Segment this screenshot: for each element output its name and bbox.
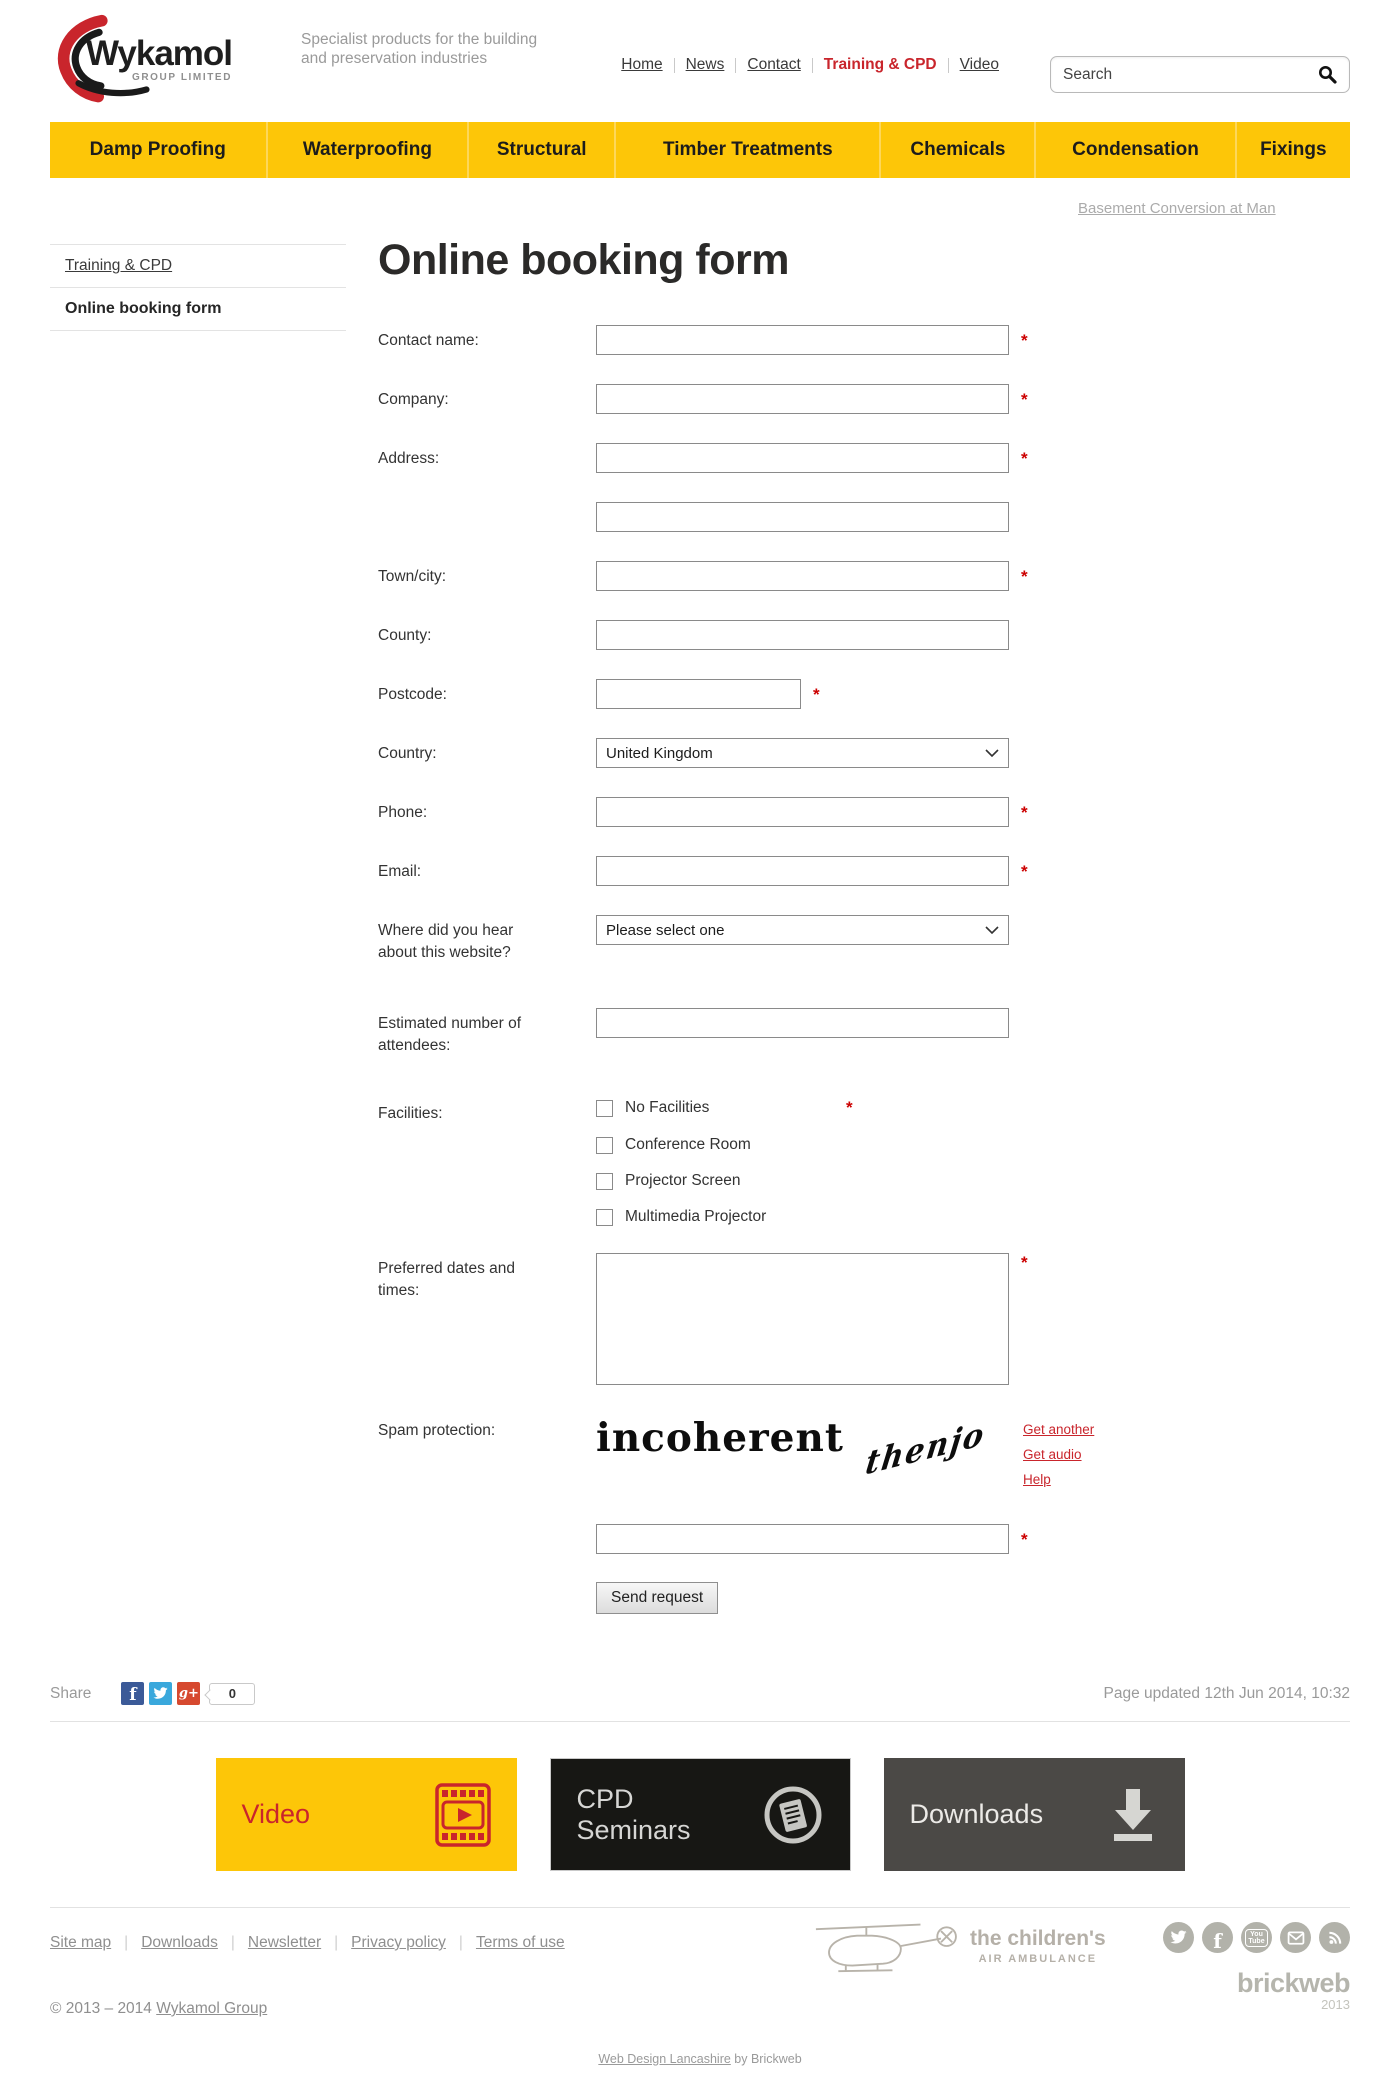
nav-divider xyxy=(674,58,675,73)
facebook-share-icon[interactable]: f xyxy=(121,1682,144,1705)
multimedia-projector-label: Multimedia Projector xyxy=(625,1208,767,1225)
attendees-label: Estimated number of attendees: xyxy=(378,1015,522,1054)
brickweb-name: brickweb xyxy=(1236,1968,1350,1998)
captcha-links xyxy=(1023,1415,1094,1492)
video-banner-button[interactable] xyxy=(216,1758,517,1871)
county-label: County: xyxy=(378,627,432,644)
footer-link-privacy-policy[interactable]: Privacy policy xyxy=(351,1934,446,1951)
download-arrow-icon xyxy=(1107,1786,1159,1844)
country-select[interactable] xyxy=(596,738,1009,768)
footer-divider: | xyxy=(230,1934,235,1951)
sidebar-link-training-cpd[interactable]: Training & CPD xyxy=(65,257,173,274)
charity-text xyxy=(970,1927,1106,1965)
childrens-air-ambulance-logo xyxy=(810,1918,1106,1974)
postcode-input[interactable] xyxy=(596,679,801,709)
country-select-value: United Kingdom xyxy=(606,744,713,762)
town-city-label: Town/city: xyxy=(378,568,447,585)
video-banner-label: Video xyxy=(241,1799,311,1829)
projector-screen-checkbox[interactable] xyxy=(596,1173,613,1190)
helicopter-icon xyxy=(810,1918,960,1974)
sidebar-item-online-booking-form[interactable]: Online booking form xyxy=(50,287,346,331)
captcha-help-link[interactable]: Help xyxy=(1023,1472,1051,1487)
ticker-link[interactable]: Basement Conversion at Man xyxy=(1078,200,1276,217)
captcha-image xyxy=(596,1414,1009,1484)
form-row-contact-name xyxy=(378,325,1350,355)
chevron-down-icon xyxy=(985,749,999,757)
captcha-answer-label-spacer xyxy=(378,1524,596,1529)
nav-divider xyxy=(948,58,949,73)
charity-line1: the children's xyxy=(970,1927,1106,1950)
rss-icon[interactable] xyxy=(1319,1922,1350,1953)
nav-divider xyxy=(812,58,813,73)
copyright-wykamol-link[interactable]: Wykamol Group xyxy=(156,2000,268,2017)
search-input[interactable] xyxy=(1063,66,1318,84)
twitter-icon[interactable] xyxy=(1163,1922,1194,1953)
address2-label-spacer xyxy=(378,502,596,507)
credit-suffix: by Brickweb xyxy=(730,2052,802,2066)
nav-training-cpd[interactable]: Training & CPD xyxy=(823,56,937,73)
town-city-input[interactable] xyxy=(596,561,1009,591)
nav-contact[interactable]: Contact xyxy=(747,56,801,73)
form-row-preferred-dates xyxy=(378,1253,1350,1390)
tagline: Specialist products for the building and preservation industries xyxy=(301,31,538,67)
facility-option-conference-room xyxy=(596,1136,1076,1154)
form-row-facilities xyxy=(378,1098,1350,1226)
footer-link-site-map[interactable]: Site map xyxy=(50,1934,112,1951)
primary-nav-structural[interactable]: Structural xyxy=(467,122,614,178)
phone-input[interactable] xyxy=(596,797,1009,827)
social-icons xyxy=(1163,1922,1350,1953)
copyright-text: © 2013 – 2014 xyxy=(50,2000,157,2017)
form-row-postcode xyxy=(378,679,1350,709)
conference-room-label: Conference Room xyxy=(625,1136,751,1153)
chevron-down-icon xyxy=(985,926,999,934)
required-asterisk: * xyxy=(846,1098,853,1117)
footer-divider: | xyxy=(124,1934,129,1951)
form-row-town-city xyxy=(378,561,1350,591)
footer-divider: | xyxy=(458,1934,463,1951)
county-input[interactable] xyxy=(596,620,1009,650)
hear-about-select[interactable] xyxy=(596,915,1009,945)
primary-nav-chemicals[interactable]: Chemicals xyxy=(879,122,1034,178)
form-row-spam-protection xyxy=(378,1415,1350,1492)
country-label: Country: xyxy=(378,745,437,762)
nav-video[interactable]: Video xyxy=(959,56,999,73)
filmstrip-icon xyxy=(435,1783,491,1847)
downloads-banner-button[interactable] xyxy=(884,1758,1185,1871)
required-asterisk: * xyxy=(1021,862,1028,881)
multimedia-projector-checkbox[interactable] xyxy=(596,1209,613,1226)
phone-label: Phone: xyxy=(378,804,428,821)
site-footer xyxy=(50,1907,1350,2066)
address-line1-input[interactable] xyxy=(596,443,1009,473)
footer-link-downloads[interactable]: Downloads xyxy=(141,1934,218,1951)
cpd-banner-label xyxy=(577,1784,691,1846)
facility-option-projector-screen xyxy=(596,1172,1076,1190)
email-icon[interactable] xyxy=(1280,1922,1311,1953)
cpd-seminars-banner-button[interactable] xyxy=(550,1758,851,1871)
nav-divider xyxy=(735,58,736,73)
primary-nav-damp-proofing[interactable]: Damp Proofing xyxy=(89,139,226,160)
email-label: Email: xyxy=(378,863,422,880)
form-row-address2 xyxy=(378,502,1350,532)
logo-text xyxy=(86,36,232,83)
attendees-input[interactable] xyxy=(596,1008,1009,1038)
footer-link-terms-of-use[interactable]: Terms of use xyxy=(475,1934,565,1951)
seminar-list-icon xyxy=(762,1784,824,1846)
captcha-word-1: incoherent xyxy=(596,1415,844,1461)
primary-nav-timber-treatments[interactable]: Timber Treatments xyxy=(614,122,879,178)
company-input[interactable] xyxy=(596,384,1009,414)
projector-screen-label: Projector Screen xyxy=(625,1172,741,1189)
required-asterisk: * xyxy=(1021,567,1028,586)
top-nav xyxy=(610,12,1010,74)
banner-buttons xyxy=(50,1722,1350,1907)
brand-name: Wykamol xyxy=(86,34,233,73)
booking-form xyxy=(378,325,1350,1614)
primary-nav-fixings[interactable]: Fixings xyxy=(1235,122,1350,178)
preferred-dates-label: Preferred dates and times: xyxy=(378,1260,516,1299)
form-row-address xyxy=(378,443,1350,473)
captcha-word-2: thenjo xyxy=(862,1414,988,1484)
captcha-get-another-link[interactable]: Get another xyxy=(1023,1422,1095,1437)
preferred-dates-textarea[interactable] xyxy=(596,1253,1009,1385)
copyright xyxy=(50,2000,1350,2018)
captcha-get-audio-link[interactable]: Get audio xyxy=(1023,1447,1082,1462)
form-row-county xyxy=(378,620,1350,650)
web-design-lancashire-link[interactable]: Web Design Lancashire xyxy=(598,2052,731,2066)
cpd-banner-line2: Seminars xyxy=(576,1814,691,1845)
form-row-captcha-answer xyxy=(378,1524,1350,1554)
form-row-email xyxy=(378,856,1350,886)
required-asterisk: * xyxy=(1021,1530,1028,1549)
no-facilities-checkbox[interactable] xyxy=(596,1100,613,1117)
required-asterisk: * xyxy=(1021,1253,1028,1272)
footer-link-newsletter[interactable]: Newsletter xyxy=(247,1934,322,1951)
footer-divider: | xyxy=(334,1934,339,1951)
facebook-icon[interactable]: f xyxy=(1202,1922,1233,1953)
form-row-phone xyxy=(378,797,1350,827)
required-asterisk: * xyxy=(1021,449,1028,468)
search-icon[interactable] xyxy=(1318,65,1337,84)
youtube-icon[interactable]: You Tube xyxy=(1241,1922,1272,1953)
googleplus-share-icon[interactable]: g+ xyxy=(177,1682,200,1705)
email-input[interactable] xyxy=(596,856,1009,886)
cpd-banner-line1: CPD xyxy=(576,1783,634,1814)
company-label: Company: xyxy=(378,391,449,408)
search-box[interactable] xyxy=(1050,56,1350,93)
nav-home[interactable]: Home xyxy=(621,56,663,73)
address-label: Address: xyxy=(378,450,440,467)
sidebar-item-training-cpd[interactable] xyxy=(50,244,346,287)
twitter-share-icon[interactable] xyxy=(149,1682,172,1705)
facility-option-no-facilities xyxy=(596,1098,1076,1118)
primary-nav xyxy=(50,122,1350,178)
form-row-country xyxy=(378,738,1350,768)
no-facilities-label: No Facilities xyxy=(625,1099,710,1116)
address-line2-input[interactable] xyxy=(596,502,1009,532)
captcha-answer-input[interactable] xyxy=(596,1524,1009,1554)
hear-about-label: Where did you hear about this website? xyxy=(378,922,514,961)
send-request-button[interactable]: Send request xyxy=(596,1582,718,1614)
primary-nav-waterproofing[interactable]: Waterproofing xyxy=(266,122,468,178)
spam-protection-label: Spam protection: xyxy=(378,1422,496,1439)
required-asterisk: * xyxy=(1021,390,1028,409)
contact-name-label: Contact name: xyxy=(378,332,479,349)
page-title: Online booking form xyxy=(378,236,789,284)
conference-room-checkbox[interactable] xyxy=(596,1137,613,1154)
footer-links xyxy=(50,1934,1350,1952)
downloads-banner-label: Downloads xyxy=(909,1799,1044,1829)
facility-option-multimedia-projector xyxy=(596,1208,1076,1226)
share-label: Share xyxy=(50,1684,92,1702)
site-header xyxy=(50,0,1350,122)
brand-subtitle: GROUP LIMITED xyxy=(131,72,233,83)
brickweb-logo[interactable] xyxy=(1236,1968,1350,2016)
page-updated-text: Page updated 12th Jun 2014, 10:32 xyxy=(1103,1684,1350,1702)
share-count-badge: 0 xyxy=(209,1683,255,1705)
form-row-hear-about xyxy=(378,915,1350,964)
charity-line2: AIR AMBULANCE xyxy=(978,1953,1098,1965)
nav-news[interactable]: News xyxy=(685,56,725,73)
hear-about-select-value: Please select one xyxy=(606,921,725,939)
primary-nav-condensation[interactable]: Condensation xyxy=(1034,122,1234,178)
form-row-company xyxy=(378,384,1350,414)
submit-row xyxy=(596,1582,1350,1614)
sidebar xyxy=(50,236,346,1614)
wykamol-logo[interactable] xyxy=(50,12,255,108)
share-bar xyxy=(50,1682,1350,1705)
required-asterisk: * xyxy=(1021,803,1028,822)
facilities-label: Facilities: xyxy=(378,1105,443,1122)
contact-name-input[interactable] xyxy=(596,325,1009,355)
form-row-attendees xyxy=(378,1008,1350,1057)
required-asterisk: * xyxy=(1021,331,1028,350)
postcode-label: Postcode: xyxy=(378,686,447,703)
brickweb-year: 2013 xyxy=(1321,1997,1350,2012)
news-ticker xyxy=(1078,200,1400,218)
design-credit xyxy=(50,2052,1350,2066)
main-content xyxy=(346,236,1350,1614)
required-asterisk: * xyxy=(813,685,820,704)
